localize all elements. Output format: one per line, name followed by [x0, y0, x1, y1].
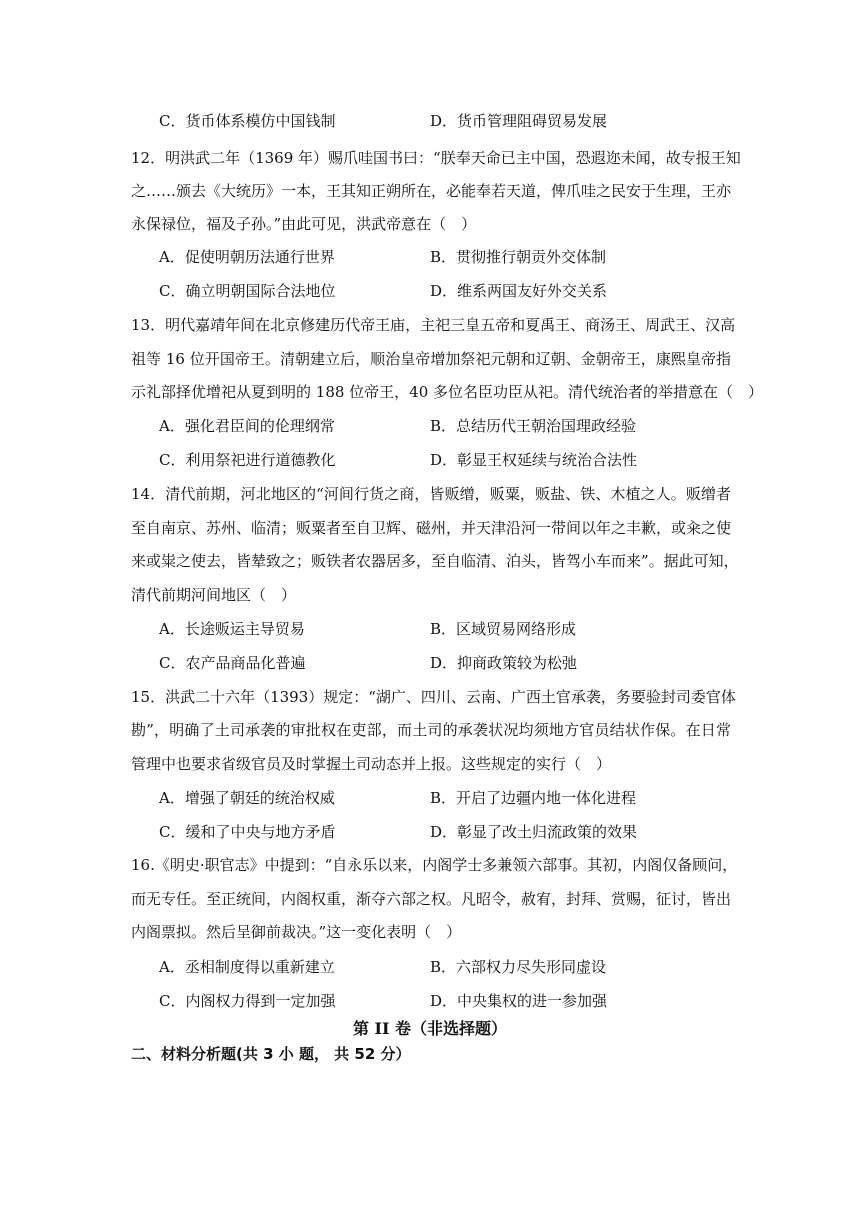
q13-stem-line-1: 13．明代嘉靖年间在北京修建历代帝王庙，主祀三皇五帝和夏禹王、商汤王、周武王、汉高 — [131, 316, 736, 334]
q14-stem-line-1: 14．清代前期，河北地区的“河间行货之商，皆贩缯，贩粟，贩盐、铁、木植之人。贩缯者 — [131, 485, 731, 503]
q14-option-b: B．区域贸易网络形成 — [430, 620, 577, 638]
q13-option-c: C．利用祭祀进行道德教化 — [159, 451, 336, 469]
q14-option-d: D．抑商政策较为松弛 — [430, 654, 578, 672]
q13-option-d: D．彰显王权延续与统治合法性 — [430, 451, 638, 469]
q16-option-c: C．内阁权力得到一定加强 — [159, 992, 336, 1010]
q12-stem-line-3: 永保禄位，福及子孙。”由此可见，洪武帝意在（ ） — [131, 215, 477, 233]
q12-stem-line-2: 之……颁去《大统历》一本，王其知正朔所在，必能奉若天道，俾爪哇之民安于生理，王亦 — [131, 182, 732, 200]
q15-option-d: D．彰显了改土归流政策的效果 — [430, 823, 638, 841]
q13-stem-line-2: 祖等 16 位开国帝王。清朝建立后，顺治皇帝增加祭祀元朝和辽朝、金朝帝王，康熙皇帝指 — [131, 350, 731, 368]
q11-option-c: C．货币体系模仿中国钱制 — [159, 112, 336, 130]
q16-stem-line-1: 16.《明史·职官志》中提到：“自永乐以来，内阁学士多兼领六部事。其初，内阁仅备顾问， — [131, 856, 738, 874]
q16-option-d: D．中央集权的进一参加强 — [430, 992, 608, 1010]
q14-option-c: C．农产品商品化普遍 — [159, 654, 306, 672]
q11-option-d: D．货币管理阻碍贸易发展 — [430, 112, 608, 130]
q16-option-a: A．丞相制度得以重新建立 — [159, 958, 335, 976]
q15-option-c: C．缓和了中央与地方矛盾 — [159, 823, 336, 841]
q15-stem-line-2: 勘”，明确了土司承袭的审批权在吏部，而土司的承袭状况均须地方官员结状作保。在日常 — [131, 721, 731, 739]
part-2-title: 第 II 卷（非选择题） — [352, 1019, 508, 1038]
q16-stem-line-2: 而无专任。至正统间，内阁权重，渐夺六部之权。凡昭令，赦宥，封拜、赏赐，征讨，皆出 — [131, 890, 732, 908]
q13-stem-line-3: 示礼部择优增祀从夏到明的 188 位帝王，40 多位名臣功臣从祀。清代统治者的举措意在（ ） — [131, 383, 764, 401]
q14-stem-line-3: 来或粜之使去，皆辇致之；贩铁者农器居多，至自临清、泊头，皆驾小车而来”。据此可知， — [131, 552, 739, 570]
q12-stem-line-1: 12．明洪武二年（1369 年）赐爪哇国书曰：“朕奉天命已主中国，恐遐迩未闻，故专报王知 — [131, 149, 741, 167]
q15-option-a: A．增强了朝廷的统治权威 — [159, 789, 335, 807]
q12-option-c: C．确立明朝国际合法地位 — [159, 282, 336, 300]
q14-stem-line-2: 至自南京、苏州、临清；贩粟者至自卫辉、磁州，并天津沿河一带间以年之丰歉，或籴之使 — [131, 519, 732, 537]
q15-option-b: B．开启了边疆内地一体化进程 — [430, 789, 637, 807]
q12-option-d: D．维系两国友好外交关系 — [430, 282, 608, 300]
section-2-heading: 二、材料分析题(共 3 小 题， 共 52 分） — [131, 1045, 411, 1063]
q12-option-a: A．促使明朝历法通行世界 — [159, 248, 335, 266]
q16-option-b: B．六部权力尽失形同虚设 — [430, 958, 607, 976]
q15-stem-line-3: 管理中也要求省级官员及时掌握土司动态并上报。这些规定的实行（ ） — [131, 755, 612, 773]
q13-option-b: B．总结历代王朝治国理政经验 — [430, 417, 637, 435]
q12-option-b: B．贯彻推行朝贡外交体制 — [430, 248, 607, 266]
q13-option-a: A．强化君臣间的伦理纲常 — [159, 417, 335, 435]
q15-stem-line-1: 15．洪武二十六年（1393）规定：“湖广、四川、云南、广西土官承袭，务要验封司委官体 — [131, 688, 736, 706]
q14-stem-line-4: 清代前期河间地区（ ） — [131, 586, 297, 604]
q14-option-a: A．长途贩运主导贸易 — [159, 620, 305, 638]
q16-stem-line-3: 内阁票拟。然后呈御前裁决。”这一变化表明（ ） — [131, 923, 462, 941]
